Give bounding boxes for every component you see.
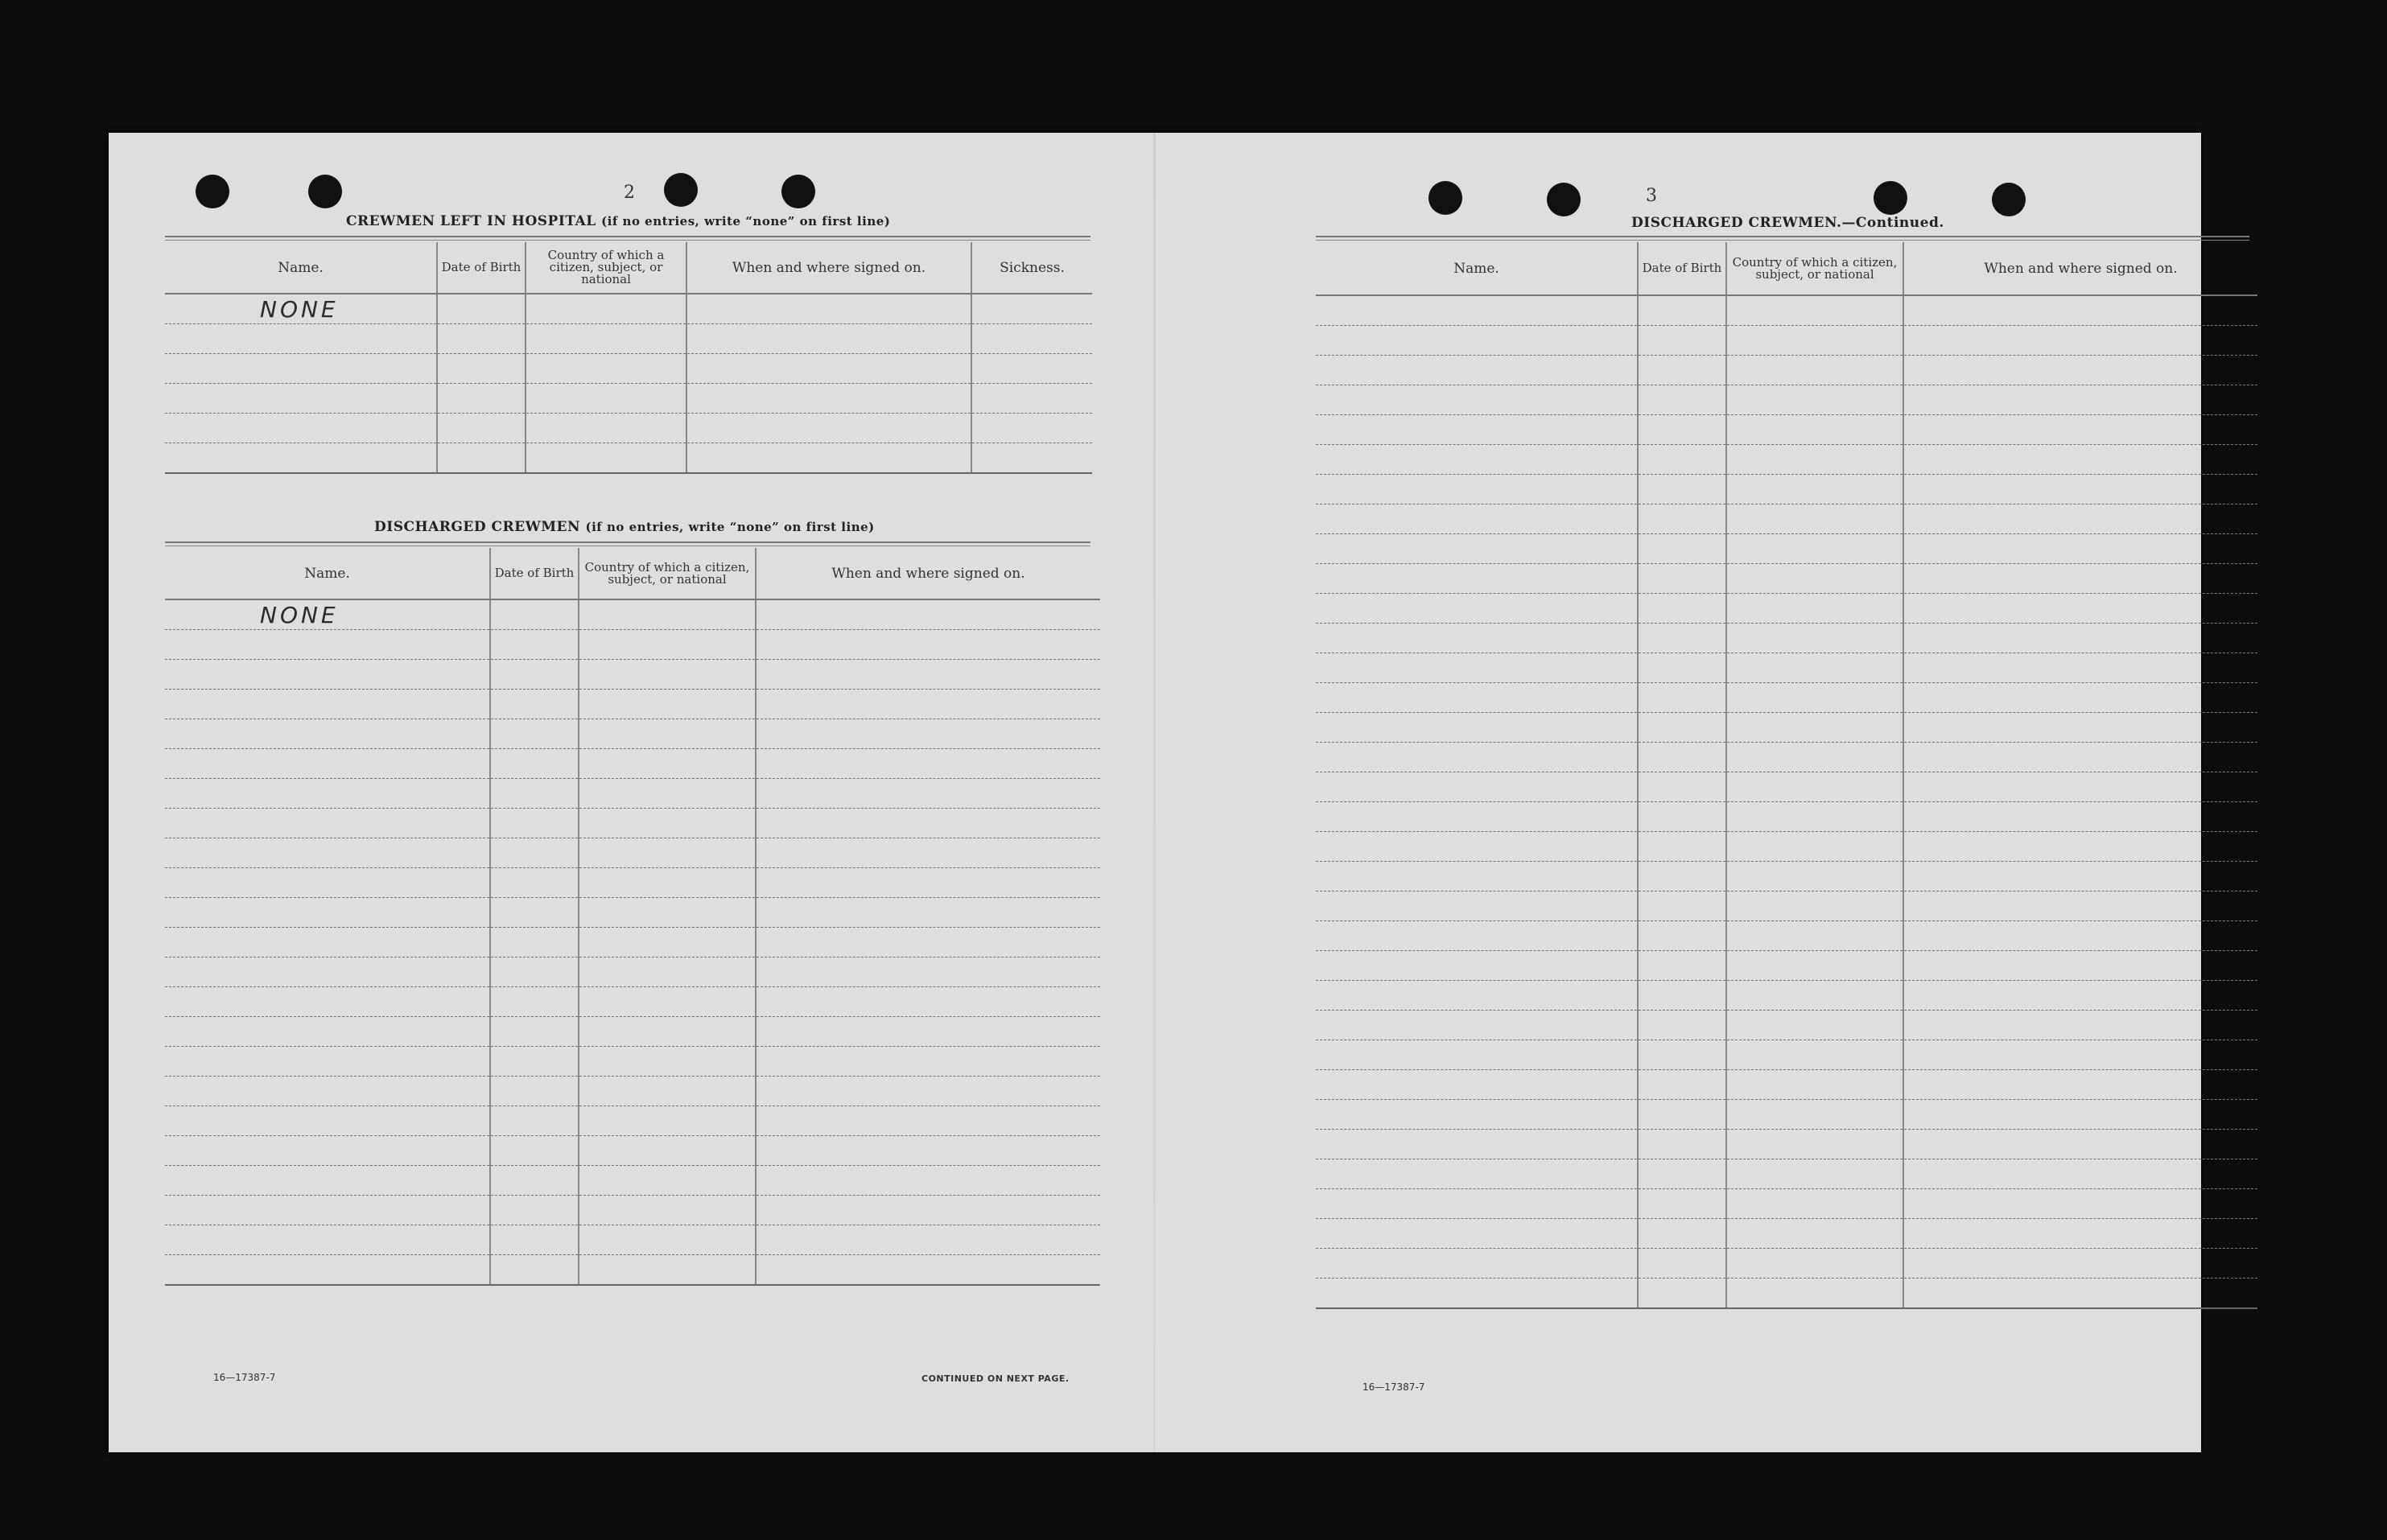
discharged-title-text: DISCHARGED CREWMEN	[374, 519, 581, 535]
col-header-name: Name.	[165, 548, 490, 599]
table-row	[1316, 683, 2257, 713]
continued-notice: CONTINUED ON NEXT PAGE.	[921, 1373, 1070, 1384]
table-row	[165, 599, 1100, 630]
table-row	[165, 779, 1100, 809]
table-row	[165, 1255, 1100, 1286]
col-header-country: Country of which a citizen, subject, or national	[579, 548, 756, 599]
table-row	[1316, 1279, 2257, 1309]
table-row	[1316, 624, 2257, 653]
page-number: 2	[624, 183, 635, 203]
discharged-continued-title: DISCHARGED CREWMEN.—Continued.	[1631, 215, 1944, 231]
table-row	[1316, 1040, 2257, 1070]
table-row	[165, 1047, 1100, 1077]
col-header-country: Country of which a citizen, subject, or national	[526, 242, 686, 294]
left-page	[109, 133, 1155, 1452]
table-row	[1316, 356, 2257, 385]
discharged-section-title	[374, 519, 875, 535]
table-row	[165, 868, 1100, 898]
table-row	[165, 294, 1092, 324]
punch-hole	[308, 175, 342, 208]
punch-hole	[1547, 183, 1581, 216]
table-row	[165, 384, 1092, 414]
table-row	[1316, 504, 2257, 534]
table-row	[1316, 1189, 2257, 1219]
table-row	[165, 1136, 1100, 1166]
table-row	[165, 690, 1100, 719]
section-rule	[165, 541, 1090, 546]
table-row	[1316, 475, 2257, 504]
discharged-title-note: (if no entries, write “none” on first line)	[585, 520, 875, 534]
open-form-sheet	[109, 133, 2201, 1452]
punch-hole	[1428, 181, 1462, 215]
page-number: 3	[1646, 186, 1657, 206]
col-header-dob: Date of Birth	[1638, 242, 1726, 295]
hospital-section-title	[346, 213, 890, 229]
col-header-dob: Date of Birth	[490, 548, 579, 599]
table-row	[1316, 385, 2257, 415]
table-row	[1316, 653, 2257, 683]
section-rule	[1316, 236, 2249, 241]
table-row	[165, 719, 1100, 749]
col-header-signed-on: When and where signed on.	[1903, 242, 2257, 295]
table-row	[1316, 295, 2257, 326]
col-header-name: Name.	[165, 242, 437, 294]
table-row	[1316, 951, 2257, 981]
table-row	[1316, 1070, 2257, 1100]
table-row	[1316, 862, 2257, 891]
col-header-sickness: Sickness.	[971, 242, 1092, 294]
table-row	[165, 443, 1092, 474]
col-header-dob: Date of Birth	[437, 242, 526, 294]
table-row	[165, 414, 1092, 443]
table-row	[165, 928, 1100, 957]
table-row	[165, 1017, 1100, 1047]
form-number: 16—17387-7	[1363, 1381, 1425, 1393]
table-row	[165, 749, 1100, 779]
table-row	[1316, 445, 2257, 475]
table-row	[165, 809, 1100, 838]
discharged-table	[165, 548, 1100, 1286]
table-row	[165, 838, 1100, 868]
form-number: 16—17387-7	[213, 1372, 276, 1383]
col-header-name: Name.	[1316, 242, 1638, 295]
table-row	[1316, 564, 2257, 594]
table-row	[165, 1166, 1100, 1196]
table-row	[1316, 1249, 2257, 1279]
handwritten-entry: NONE	[260, 601, 339, 628]
table-row	[1316, 1159, 2257, 1189]
punch-hole	[664, 173, 698, 207]
punch-hole	[781, 175, 815, 208]
punch-hole	[1992, 183, 2026, 216]
right-page	[1155, 133, 2201, 1452]
table-row	[1316, 594, 2257, 624]
table-row	[1316, 1130, 2257, 1159]
table-row	[165, 1077, 1100, 1106]
table-row	[165, 898, 1100, 928]
table-row	[165, 1106, 1100, 1136]
hospital-table	[165, 242, 1092, 474]
table-row	[1316, 1011, 2257, 1040]
table-row	[1316, 802, 2257, 832]
table-row	[1316, 743, 2257, 772]
punch-hole	[1874, 181, 1907, 215]
table-row	[1316, 981, 2257, 1011]
section-rule	[165, 236, 1090, 241]
table-row	[165, 1196, 1100, 1225]
hospital-title-text: CREWMEN LEFT IN HOSPITAL	[346, 213, 596, 229]
table-row	[1316, 772, 2257, 802]
col-header-signed-on: When and where signed on.	[756, 548, 1100, 599]
table-row	[1316, 326, 2257, 356]
col-header-signed-on: When and where signed on.	[686, 242, 971, 294]
table-row	[1316, 921, 2257, 951]
table-row	[1316, 1219, 2257, 1249]
table-row	[1316, 534, 2257, 564]
table-row	[165, 354, 1092, 384]
handwritten-entry: NONE	[260, 295, 339, 323]
table-row	[165, 1225, 1100, 1255]
table-row	[1316, 713, 2257, 743]
table-row	[1316, 832, 2257, 862]
table-row	[1316, 415, 2257, 445]
table-row	[165, 660, 1100, 690]
table-row	[165, 630, 1100, 660]
hospital-title-note: (if no entries, write “none” on first line)	[601, 214, 891, 229]
table-row	[1316, 1100, 2257, 1130]
table-row	[165, 324, 1092, 354]
punch-hole	[196, 175, 229, 208]
table-row	[1316, 891, 2257, 921]
col-header-country: Country of which a citizen, subject, or national	[1726, 242, 1903, 295]
discharged-continued-table	[1316, 242, 2257, 1309]
table-row	[165, 987, 1100, 1017]
table-row	[165, 957, 1100, 987]
